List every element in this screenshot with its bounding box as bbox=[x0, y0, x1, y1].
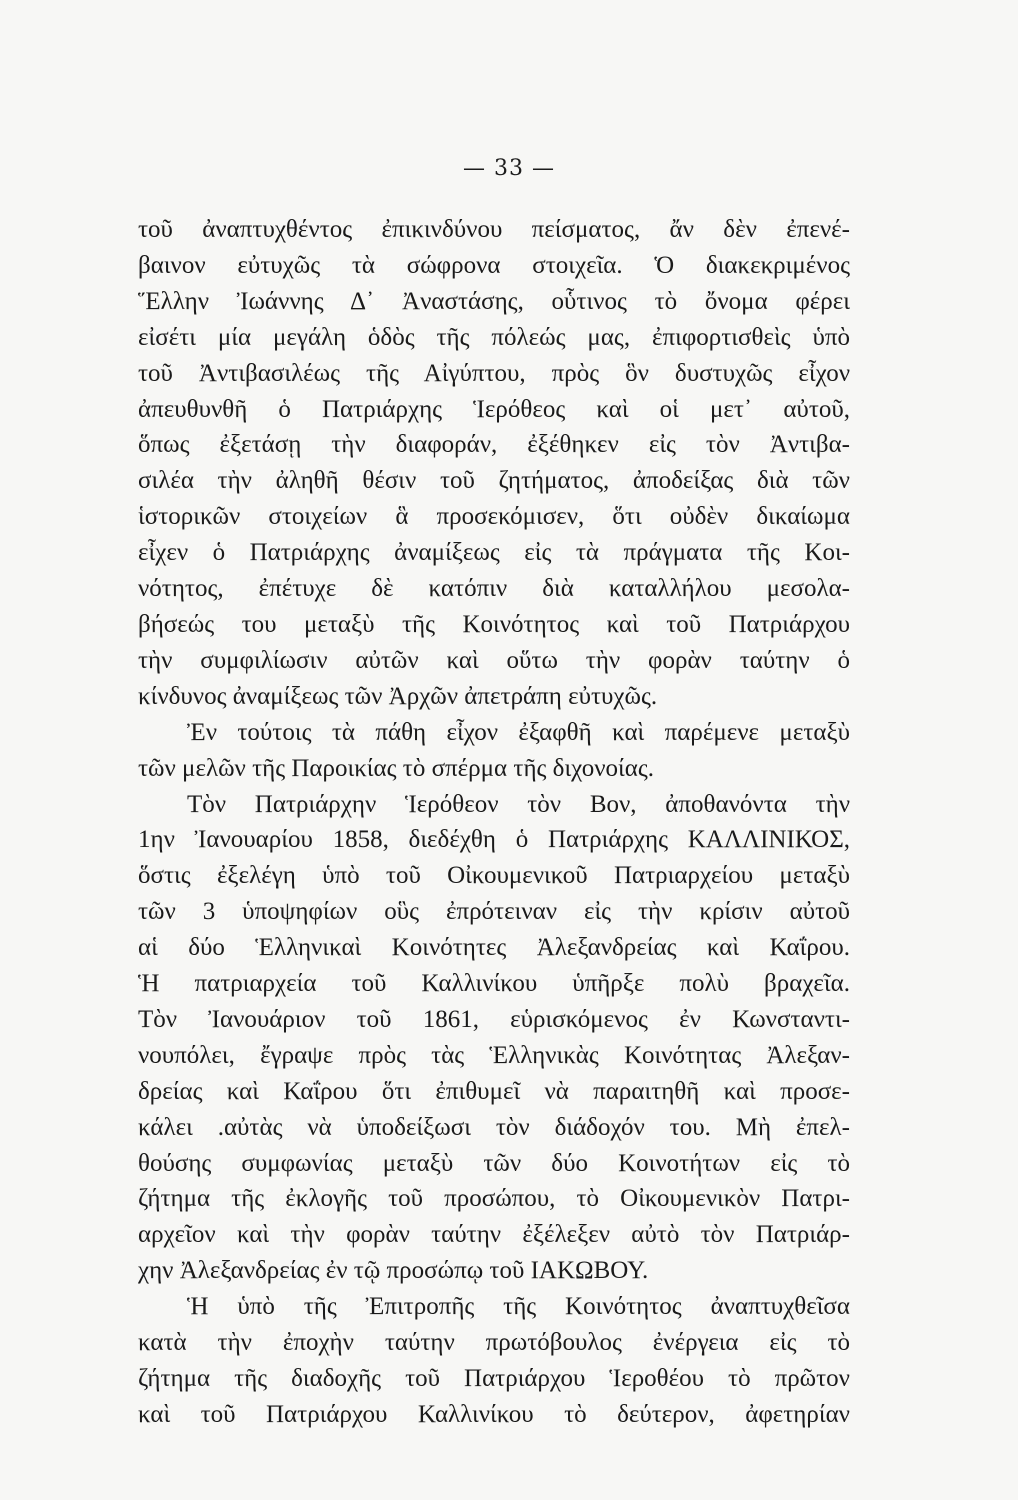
text-line: κατὰ τὴν ἐποχὴν ταύτην πρωτόβουλος ἐνέργεια εἰς τὸ bbox=[138, 1329, 850, 1357]
text-line: βαινον εὐτυχῶς τὰ σώφρονα στοιχεῖα. Ὁ διακεκριμένος bbox=[138, 251, 850, 279]
text-line: τῶν 3 ὑποψηφίων οὓς ἐπρότειναν εἰς τὴν κρίσιν αὐτοῦ bbox=[138, 898, 850, 926]
text-line: ζήτημα τῆς ἐκλογῆς τοῦ προσώπου, τὸ Οἰκουμενικὸν Πατρι- bbox=[138, 1185, 850, 1213]
text-line: νότητος, ἐπέτυχε δὲ κατόπιν διὰ καταλλήλου μεσολα- bbox=[138, 575, 850, 603]
paragraph bbox=[138, 1289, 850, 1433]
text-line: Τὸν Ἰανουάριον τοῦ 1861, εὑρισκόμενος ἐν Κωνσταντι- bbox=[138, 1005, 850, 1033]
text-line: δρείας καὶ Καΐρου ὅτι ἐπιθυμεῖ νὰ παραιτηθῆ καὶ προσε- bbox=[138, 1077, 850, 1105]
text-line: τοῦ ἀναπτυχθέντος ἐπικινδύνου πείσματος, ἄν δὲν ἐπενέ- bbox=[138, 216, 850, 243]
paragraph bbox=[138, 715, 850, 787]
text-line: χην Ἀλεξανδρείας ἐν τῷ προσώπῳ τοῦ ΙΑΚΩΒΟΥ. bbox=[138, 1257, 649, 1285]
text-line: καὶ τοῦ Πατριάρχου Καλλινίκου τὸ δεύτερον, ἀφετηρίαν bbox=[138, 1400, 850, 1428]
text-line: τοῦ Ἀντιβασιλέως τῆς Αἰγύπτου, πρὸς ὃν δυστυχῶς εἶχον bbox=[138, 359, 850, 387]
text-line: τὴν συμφιλίωσιν αὐτῶν καὶ οὕτω τὴν φορὰν ταύτην ὁ bbox=[138, 646, 850, 674]
text-line: βήσεώς του μεταξὺ τῆς Κοινότητος καὶ τοῦ Πατριάρχου bbox=[138, 610, 850, 638]
page-number: — 33 — bbox=[463, 156, 555, 181]
text-line: ὅπως ἐξετάσῃ τὴν διαφοράν, ἐξέθηκεν εἰς τὸν Ἀντιβα- bbox=[138, 431, 850, 459]
text-line: νουπόλει, ἔγραψε πρὸς τὰς Ἑλληνικὰς Κοινότητας Ἀλεξαν- bbox=[138, 1041, 850, 1069]
text-line: αρχεῖον καὶ τὴν φορὰν ταύτην ἐξέλεξεν αὐτὸ τὸν Πατριάρ- bbox=[138, 1221, 850, 1249]
text-line: ἱστορικῶν στοιχείων ἃ προσεκόμισεν, ὅτι οὐδὲν δικαίωμα bbox=[138, 503, 850, 531]
text-line: εἰσέτι μία μεγάλη ὁδὸς τῆς πόλεώς μας, ἐπιφορτισθεὶς ὑπὸ bbox=[138, 323, 850, 351]
body-text bbox=[138, 212, 850, 1433]
text-line: κάλει .αὐτὰς νὰ ὑποδείξωσι τὸν διάδοχόν του. Μὴ ἐπελ- bbox=[138, 1113, 850, 1141]
text-line: σιλέα τὴν ἀληθῆ θέσιν τοῦ ζητήματος, ἀποδείξας διὰ τῶν bbox=[138, 467, 850, 495]
text-line: ἀπευθυνθῆ ὁ Πατριάρχης Ἱερόθεος καὶ οἱ μετ᾽ αὐτοῦ, bbox=[138, 395, 850, 423]
text-line: κίνδυνος ἀναμίξεως τῶν Ἀρχῶν ἀπετράπη εὐτυχῶς. bbox=[138, 682, 658, 710]
text-line: Ἐν τούτοις τὰ πάθη εἶχον ἐξαφθῆ καὶ παρέμενε μεταξὺ bbox=[187, 718, 850, 746]
paragraph bbox=[138, 787, 850, 1290]
text-line: ὅστις ἐξελέγη ὑπὸ τοῦ Οἰκουμενικοῦ Πατριαρχείου μεταξὺ bbox=[138, 862, 850, 890]
text-line: Ἡ ὑπὸ τῆς Ἐπιτροπῆς τῆς Κοινότητος ἀναπτυχθεῖσα bbox=[187, 1293, 850, 1321]
text-line: Ἕλλην Ἰωάννης Δ᾽ Ἀναστάσης, οὗτινος τὸ ὄνομα φέρει bbox=[138, 287, 850, 315]
text-line: εἶχεν ὁ Πατριάρχης ἀναμίξεως εἰς τὰ πράγματα τῆς Κοι- bbox=[138, 539, 850, 567]
text-line: 1ην Ἰανουαρίου 1858, διεδέχθη ὁ Πατριάρχης ΚΑΛΛΙΝΙΚΟΣ, bbox=[138, 826, 850, 854]
text-line: θούσης συμφωνίας μεταξὺ τῶν δύο Κοινοτήτων εἰς τὸ bbox=[138, 1149, 850, 1177]
paragraph bbox=[138, 212, 850, 715]
text-line: Τὸν Πατριάρχην Ἱερόθεον τὸν Βον, ἀποθανόντα τὴν bbox=[187, 790, 850, 818]
text-line: τῶν μελῶν τῆς Παροικίας τὸ σπέρμα τῆς διχονοίας. bbox=[138, 754, 655, 782]
text-line: Ἡ πατριαρχεία τοῦ Καλλινίκου ὑπῆρξε πολὺ βραχεῖα. bbox=[138, 970, 850, 998]
text-line: αἱ δύο Ἑλληνικαὶ Κοινότητες Ἀλεξανδρείας καὶ Καΐρου. bbox=[138, 934, 850, 962]
text-line: ζήτημα τῆς διαδοχῆς τοῦ Πατριάρχου Ἱεροθέου τὸ πρῶτον bbox=[138, 1365, 850, 1392]
